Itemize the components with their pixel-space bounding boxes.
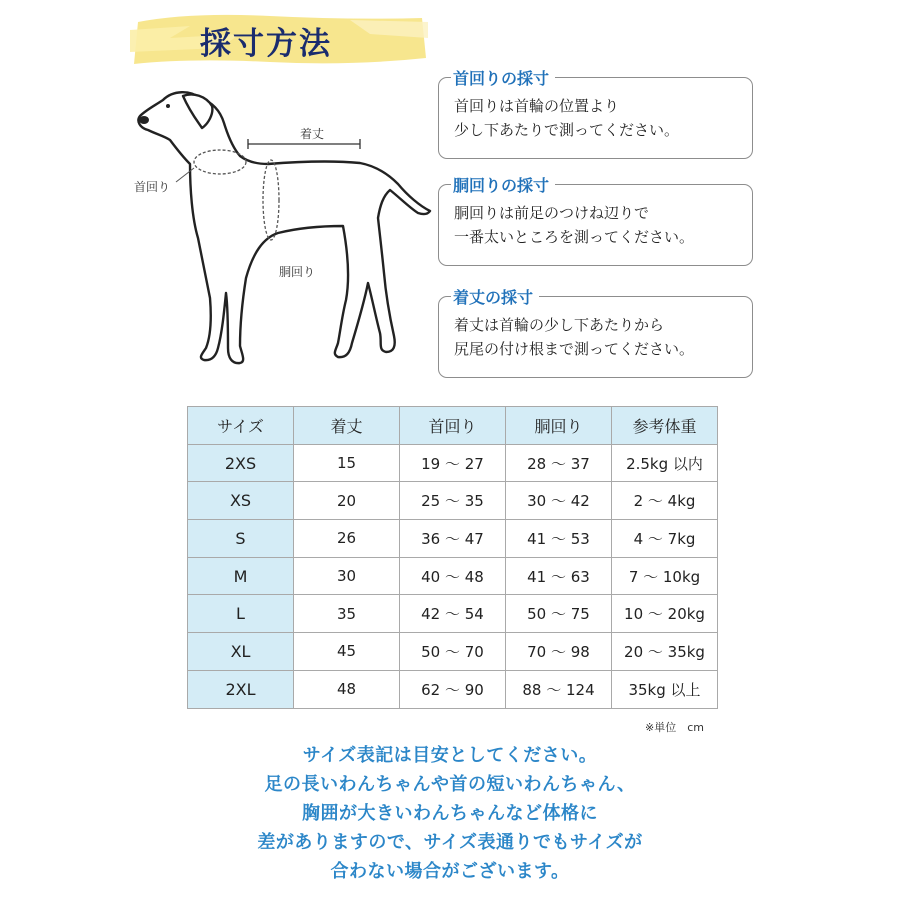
method-line: 首回りは首輪の位置より [454,97,620,115]
table-cell: 15 [294,444,400,482]
table-row [188,482,718,520]
chest-method-text [454,201,694,249]
table-row [188,633,718,671]
table-cell: 88 〜 124 [506,670,612,708]
table-cell: 35 [294,595,400,633]
dog-illustration [128,78,438,378]
table-cell: 7 〜 10kg [612,557,718,595]
method-line: 少し下あたりで測ってください。 [454,121,680,139]
table-cell: 62 〜 90 [400,670,506,708]
size-cell: 2XS [188,444,294,482]
size-cell: XL [188,633,294,671]
header-length: 着丈 [294,407,400,445]
table-cell: 70 〜 98 [506,633,612,671]
size-cell: XS [188,482,294,520]
table-cell: 20 [294,482,400,520]
method-line: 一番太いところを測ってください。 [454,228,695,246]
size-notice [0,741,900,886]
page-title: 採寸方法 [200,26,332,62]
chest-method-title: 胴回りの採寸 [451,173,555,196]
table-cell: 20 〜 35kg [612,633,718,671]
table-cell: 50 〜 75 [506,595,612,633]
table-cell: 25 〜 35 [400,482,506,520]
size-cell: S [188,520,294,558]
header-chest: 胴回り [506,407,612,445]
notice-line: サイズ表記は目安としてください。 [302,745,598,766]
table-cell: 50 〜 70 [400,633,506,671]
table-row [188,444,718,482]
method-line: 胴回りは前足のつけね辺りで [454,204,650,222]
length-label: 着丈 [300,127,325,141]
table-row [188,670,718,708]
chest-label: 胴回り [279,265,316,279]
table-cell: 2 〜 4kg [612,482,718,520]
table-cell: 35kg 以上 [612,670,718,708]
size-table [187,406,718,709]
table-cell: 41 〜 63 [506,557,612,595]
notice-line: 差がありますので、サイズ表通りでもサイズが [257,832,643,853]
neck-method-title: 首回りの採寸 [451,66,555,89]
table-cell: 48 [294,670,400,708]
neck-method-text [454,94,679,142]
method-line: 着丈は首輪の少し下あたりから [454,316,665,334]
table-cell: 26 [294,520,400,558]
unit-note: ※単位 cm [645,721,704,734]
chest-method-box [438,176,753,266]
table-row [188,557,718,595]
table-cell: 4 〜 7kg [612,520,718,558]
table-row [188,520,718,558]
header-neck: 首回り [400,407,506,445]
length-method-text [454,313,694,361]
neck-label: 首回り [134,180,171,194]
notice-line: 胸囲が大きいわんちゃんなど体格に [302,803,598,824]
table-header-row [188,407,718,445]
table-cell: 36 〜 47 [400,520,506,558]
table-cell: 30 〜 42 [506,482,612,520]
length-method-box [438,288,753,378]
table-cell: 19 〜 27 [400,444,506,482]
length-method-title: 着丈の採寸 [451,285,539,308]
header-weight: 参考体重 [612,407,718,445]
table-cell: 40 〜 48 [400,557,506,595]
size-cell: L [188,595,294,633]
table-cell: 10 〜 20kg [612,595,718,633]
table-cell: 28 〜 37 [506,444,612,482]
neck-method-box [438,69,753,159]
size-cell: M [188,557,294,595]
method-line: 尻尾の付け根まで測ってください。 [454,340,695,358]
table-cell: 42 〜 54 [400,595,506,633]
notice-line: 足の長いわんちゃんや首の短いわんちゃん、 [264,774,636,795]
size-cell: 2XL [188,670,294,708]
table-cell: 30 [294,557,400,595]
table-row [188,595,718,633]
header-size: サイズ [188,407,294,445]
table-cell: 2.5kg 以内 [612,444,718,482]
table-cell: 41 〜 53 [506,520,612,558]
notice-line: 合わない場合がございます。 [330,861,570,882]
table-cell: 45 [294,633,400,671]
